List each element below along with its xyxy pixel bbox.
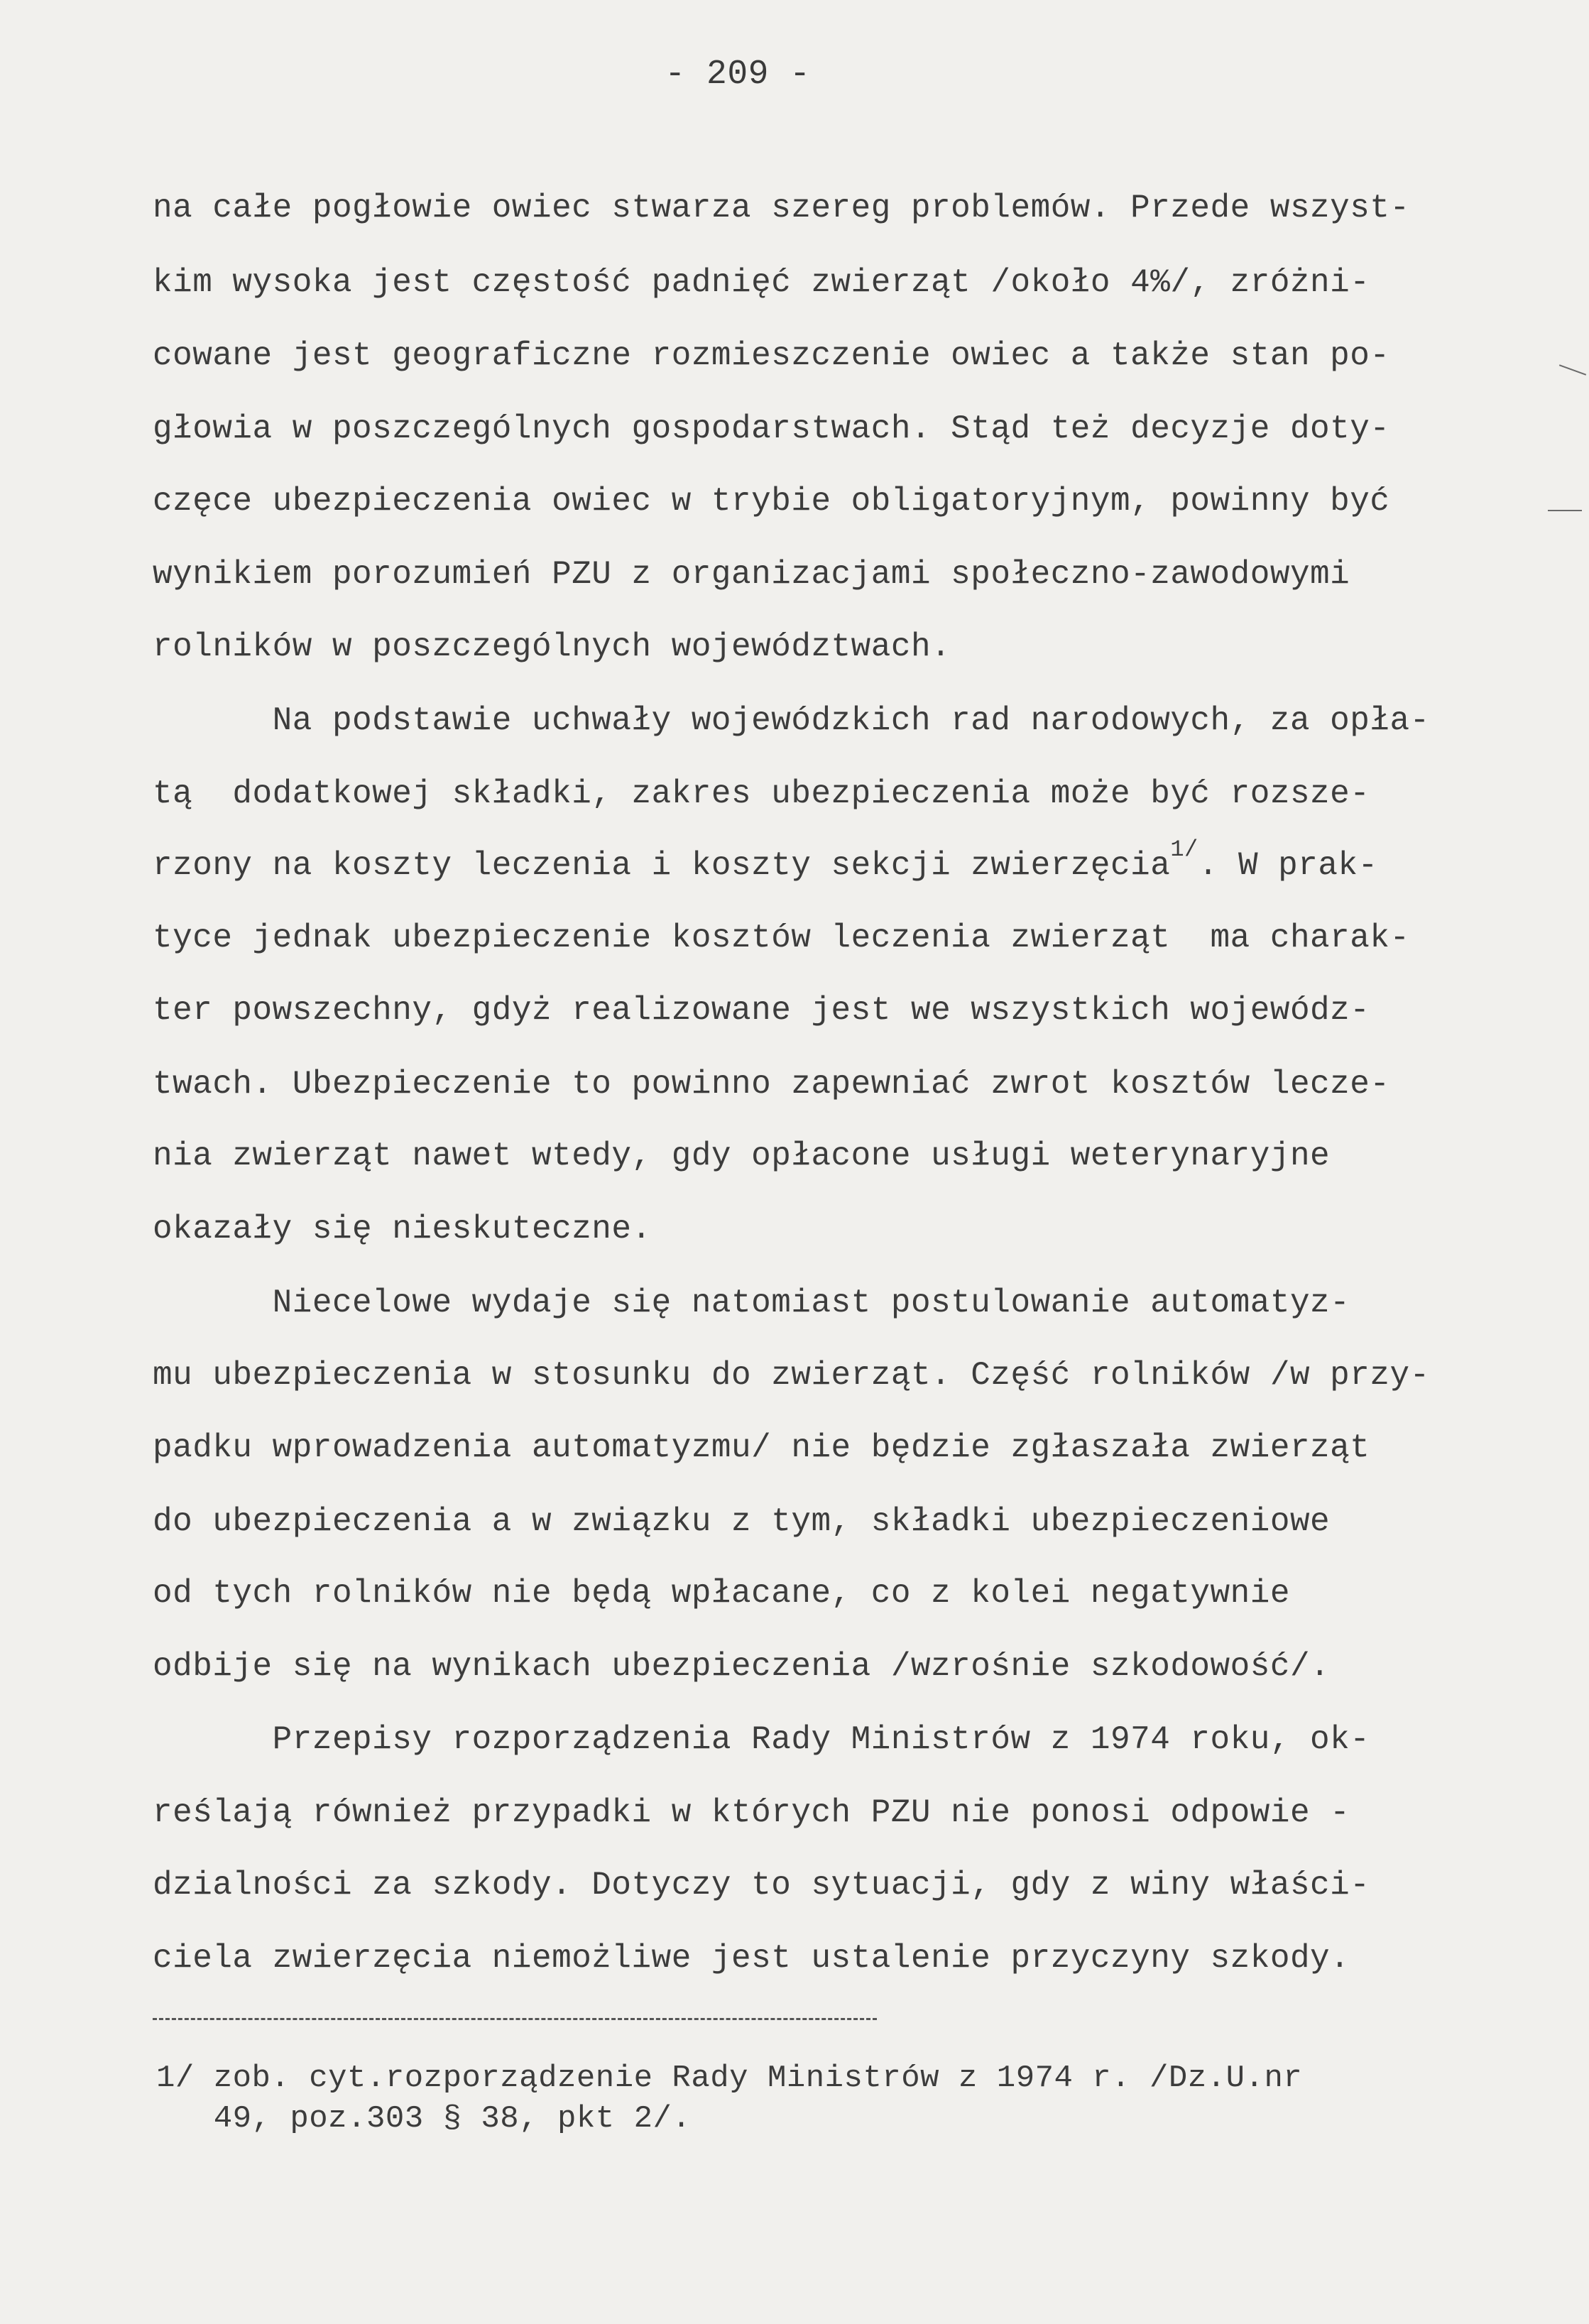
body-line-13: twach. Ubezpieczenie to powinno zapewniać zwrot kosztów lecze- <box>153 1066 1390 1103</box>
body-line-9: tą dodatkowej składki, zakres ubezpieczenia może być rozsze- <box>153 775 1370 812</box>
body-line-24: dzialności za szkody. Dotyczy to sytuacji, gdy z winy właści- <box>153 1867 1370 1904</box>
body-line-17: mu ubezpieczenia w stosunku do zwierząt. Część rolników /w przy- <box>153 1357 1430 1394</box>
body-line-23: reślają również przypadki w których PZU nie ponosi odpowie - <box>153 1794 1350 1831</box>
body-line-5: częce ubezpieczenia owiec w trybie obligatoryjnym, powinny być <box>153 483 1390 520</box>
body-line-4: głowia w poszczególnych gospodarstwach. Stąd też decyzje doty- <box>153 410 1390 447</box>
body-line-15: okazały się nieskuteczne. <box>153 1211 652 1248</box>
body-line-7: rolników w poszczególnych województwach. <box>153 628 951 665</box>
body-line-16: Niecelowe wydaje się natomiast postulowanie automatyz- <box>153 1284 1350 1321</box>
body-line-10-tail: . W prak- <box>1198 847 1378 884</box>
body-line-14: nia zwierząt nawet wtedy, gdy opłacone usługi weterynaryjne <box>153 1138 1331 1174</box>
body-line-10-text: rzony na koszty leczenia i koszty sekcji zwierzęcia <box>153 847 1171 884</box>
body-line-11: tyce jednak ubezpieczenie kosztów leczenia zwierząt ma charak- <box>153 920 1410 956</box>
body-line-25: ciela zwierzęcia niemożliwe jest ustalenie przyczyny szkody. <box>153 1940 1350 1977</box>
margin-mark <box>1548 510 1582 511</box>
margin-mark <box>1559 364 1586 376</box>
page-number: - 209 - <box>665 55 811 94</box>
body-line-19: do ubezpieczenia a w związku z tym, składki ubezpieczeniowe <box>153 1503 1331 1540</box>
body-line-8: Na podstawie uchwały wojewódzkich rad narodowych, za opła- <box>153 702 1430 739</box>
footnote-line-1: 1/ zob. cyt.rozporządzenie Rady Ministrów z 1974 r. /Dz.U.nr <box>156 2061 1303 2096</box>
body-line-2: kim wysoka jest częstość padnięć zwierząt /około 4%/, zróżni- <box>153 264 1370 301</box>
footnote-line-2: 49, poz.303 § 38, pkt 2/. <box>156 2101 692 2137</box>
footnote-reference: 1/ <box>1170 836 1198 863</box>
footnote-separator <box>153 2018 877 2020</box>
body-line-6: wynikiem porozumień PZU z organizacjami społeczno-zawodowymi <box>153 556 1350 593</box>
body-line-3: cowane jest geograficzne rozmieszczenie owiec a także stan po- <box>153 337 1390 374</box>
body-line-21: odbije się na wynikach ubezpieczenia /wzrośnie szkodowość/. <box>153 1648 1331 1685</box>
body-line-10 <box>153 836 1378 884</box>
body-line-20: od tych rolników nie będą wpłacane, co z kolei negatywnie <box>153 1575 1290 1612</box>
body-line-22: Przepisy rozporządzenia Rady Ministrów z 1974 roku, ok- <box>153 1721 1370 1758</box>
body-line-12: ter powszechny, gdyż realizowane jest we wszystkich wojewódz- <box>153 992 1370 1029</box>
body-line-18: padku wprowadzenia automatyzmu/ nie będzie zgłaszała zwierząt <box>153 1429 1370 1466</box>
body-line-1: na całe pogłowie owiec stwarza szereg problemów. Przede wszyst- <box>153 190 1410 227</box>
